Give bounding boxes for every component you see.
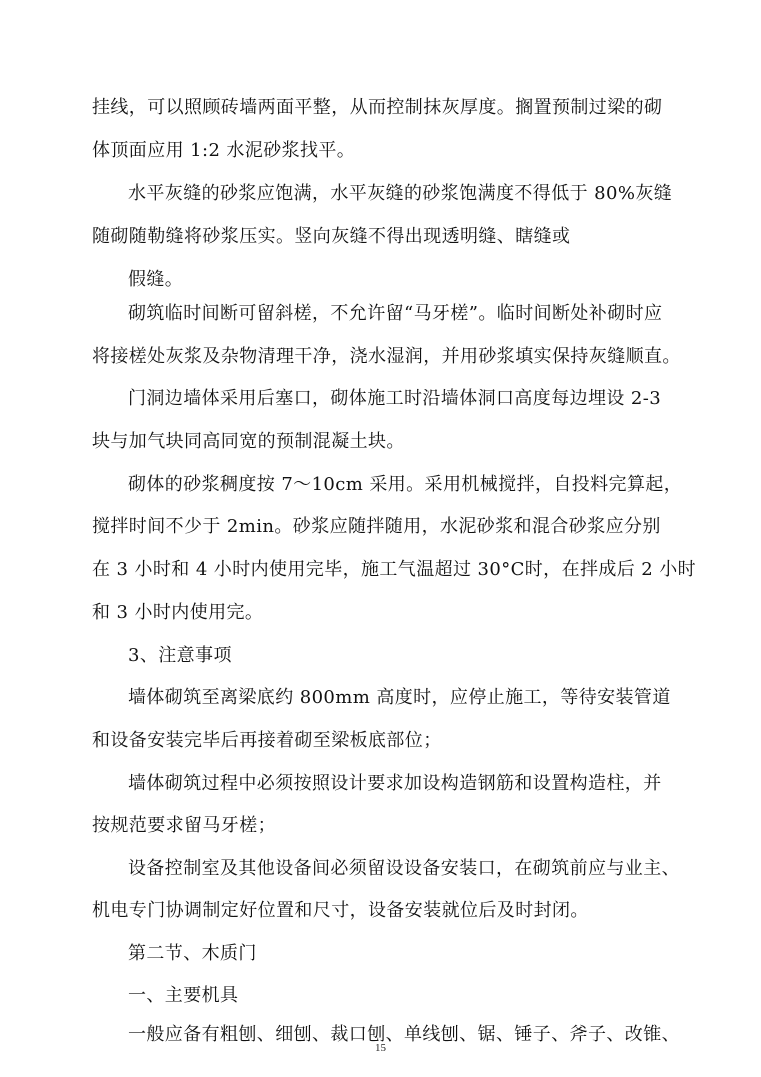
- page-number: 15: [375, 1042, 386, 1054]
- text-line: 和设备安装完毕后再接着砌至梁板底部位；: [92, 730, 442, 751]
- text-line: 块与加气块同高同宽的预制混凝土块。: [92, 431, 405, 452]
- text-line: 门洞边墙体采用后塞口，砌体施工时沿墙体洞口高度每边埋设 2-3: [128, 388, 662, 409]
- text-line: 一般应备有粗刨、细刨、裁口刨、单线刨、锯、锤子、斧子、改锥、: [128, 1024, 680, 1045]
- text-line: 体顶面应用 1:2 水泥砂浆找平。: [92, 140, 356, 161]
- text-line: 墙体砌筑至离梁底约 800mm 高度时，应停止施工，等待安装管道: [128, 687, 671, 708]
- text-line: 按规范要求留马牙槎；: [92, 815, 276, 836]
- text-line: 随砌随勒缝将砂浆压实。竖向灰缝不得出现透明缝、瞎缝或: [92, 226, 571, 247]
- subsection-heading: 一、主要机具: [128, 985, 239, 1006]
- text-line: 将接槎处灰浆及杂物清理干净，浇水湿润，并用砂浆填实保持灰缝顺直。: [92, 346, 681, 367]
- text-line: 水平灰缝的砂浆应饱满，水平灰缝的砂浆饱满度不得低于 80%灰缝: [128, 183, 673, 204]
- text-line: 搅拌时间不少于 2min。砂浆应随拌随用，水泥砂浆和混合砂浆应分别: [92, 516, 661, 537]
- text-line: 设备控制室及其他设备间必须留设设备安装口，在砌筑前应与业主、: [128, 858, 680, 879]
- text-line: 机电专门协调制定好位置和尺寸，设备安装就位后及时封闭。: [92, 900, 589, 921]
- text-line: 砌体的砂浆稠度按 7～10cm 采用。采用机械搅拌，自投料完算起，: [128, 474, 683, 495]
- text-line: 假缝。: [128, 269, 184, 290]
- section-heading: 第二节、木质门: [128, 943, 257, 964]
- section-heading: 3、注意事项: [128, 645, 232, 666]
- text-line: 墙体砌筑过程中必须按照设计要求加设构造钢筋和设置构造柱，并: [128, 773, 662, 794]
- text-line: 挂线，可以照顾砖墙两面平整，从而控制抹灰厚度。搁置预制过梁的砌: [92, 97, 663, 118]
- text-line: 砌筑临时间断可留斜槎，不允许留“马牙槎”。临时间断处补砌时应: [128, 303, 663, 324]
- text-line: 和 3 小时内使用完。: [92, 602, 264, 623]
- text-line: 在 3 小时和 4 小时内使用完毕，施工气温超过 30°C时，在拌成后 2 小时: [92, 559, 697, 580]
